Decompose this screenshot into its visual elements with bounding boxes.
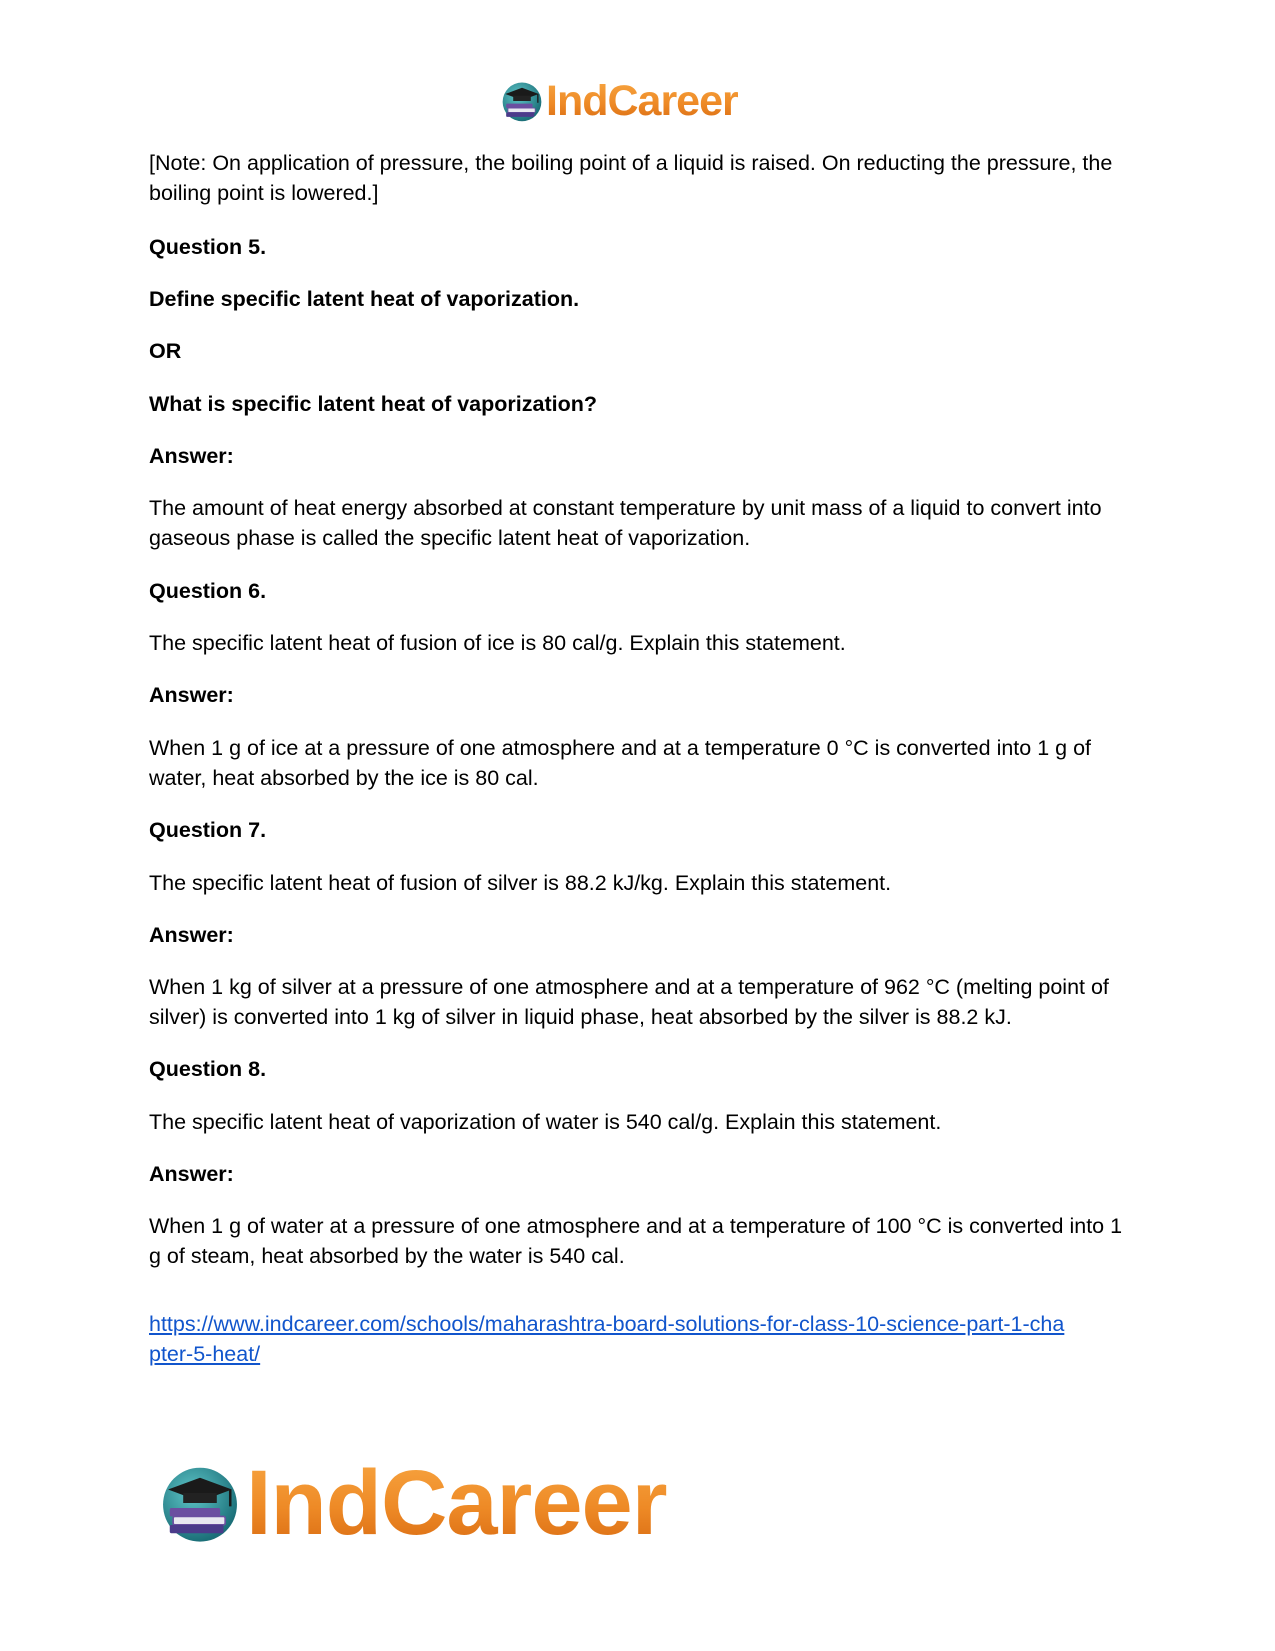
graduation-cap-books-globe-icon [500, 79, 544, 123]
question-5-answer: The amount of heat energy absorbed at constant temperature by unit mass of a liquid to convert into gaseous phase is called the specific latent heat of vaporization. [149, 496, 1102, 550]
question-6-answer-label: Answer: [149, 683, 234, 707]
note-paragraph: [Note: On application of pressure, the boiling point of a liquid is raised. On reducting the pressure, the boiling point is lowered.] [149, 151, 1113, 205]
logo-wordmark: IndCareer [546, 76, 738, 125]
source-link-line-1[interactable]: https://www.indcareer.com/schools/maharashtra-board-solutions-for-class-10-science-part-1-cha [149, 1312, 1065, 1336]
question-7-title: Question 7. [149, 818, 267, 842]
source-link[interactable] [149, 1309, 1124, 1369]
question-7-answer-label: Answer: [149, 923, 234, 947]
question-6-title: Question 6. [149, 579, 267, 603]
question-8-answer: When 1 g of water at a pressure of one atmosphere and at a temperature of 100 °C is converted into 1 g of steam, heat absorbed by the water is 540 cal. [149, 1214, 1123, 1268]
graduation-cap-books-globe-icon [158, 1461, 242, 1545]
source-link-line-2[interactable]: pter-5-heat/ [149, 1342, 261, 1366]
footer-logo [158, 1453, 667, 1553]
logo-wordmark: IndCareer [246, 1452, 667, 1554]
question-6-answer: When 1 g of ice at a pressure of one atmosphere and at a temperature 0 °C is converted into 1 g of water, heat absorbed by the ice is 80 cal. [149, 736, 1092, 790]
question-6-text: The specific latent heat of fusion of ice is 80 cal/g. Explain this statement. [149, 631, 846, 655]
question-5-title: Question 5. [149, 235, 267, 259]
question-7-text: The specific latent heat of fusion of silver is 88.2 kJ/kg. Explain this statement. [149, 871, 892, 895]
question-5-text: Define specific latent heat of vaporization. [149, 287, 580, 311]
question-8-text: The specific latent heat of vaporization of water is 540 cal/g. Explain this statement. [149, 1110, 942, 1134]
document-body [149, 148, 1124, 1369]
header-logo [500, 78, 738, 124]
question-5-or: OR [149, 339, 182, 363]
question-8-answer-label: Answer: [149, 1162, 234, 1186]
question-5-alt-text: What is specific latent heat of vaporization? [149, 392, 597, 416]
question-8-title: Question 8. [149, 1057, 267, 1081]
question-7-answer: When 1 kg of silver at a pressure of one atmosphere and at a temperature of 962 °C (melting point of silver) is converted into 1 kg of silver in liquid phase, heat absorbed by the silver is 88.2 kJ. [149, 975, 1109, 1029]
question-5-answer-label: Answer: [149, 444, 234, 468]
